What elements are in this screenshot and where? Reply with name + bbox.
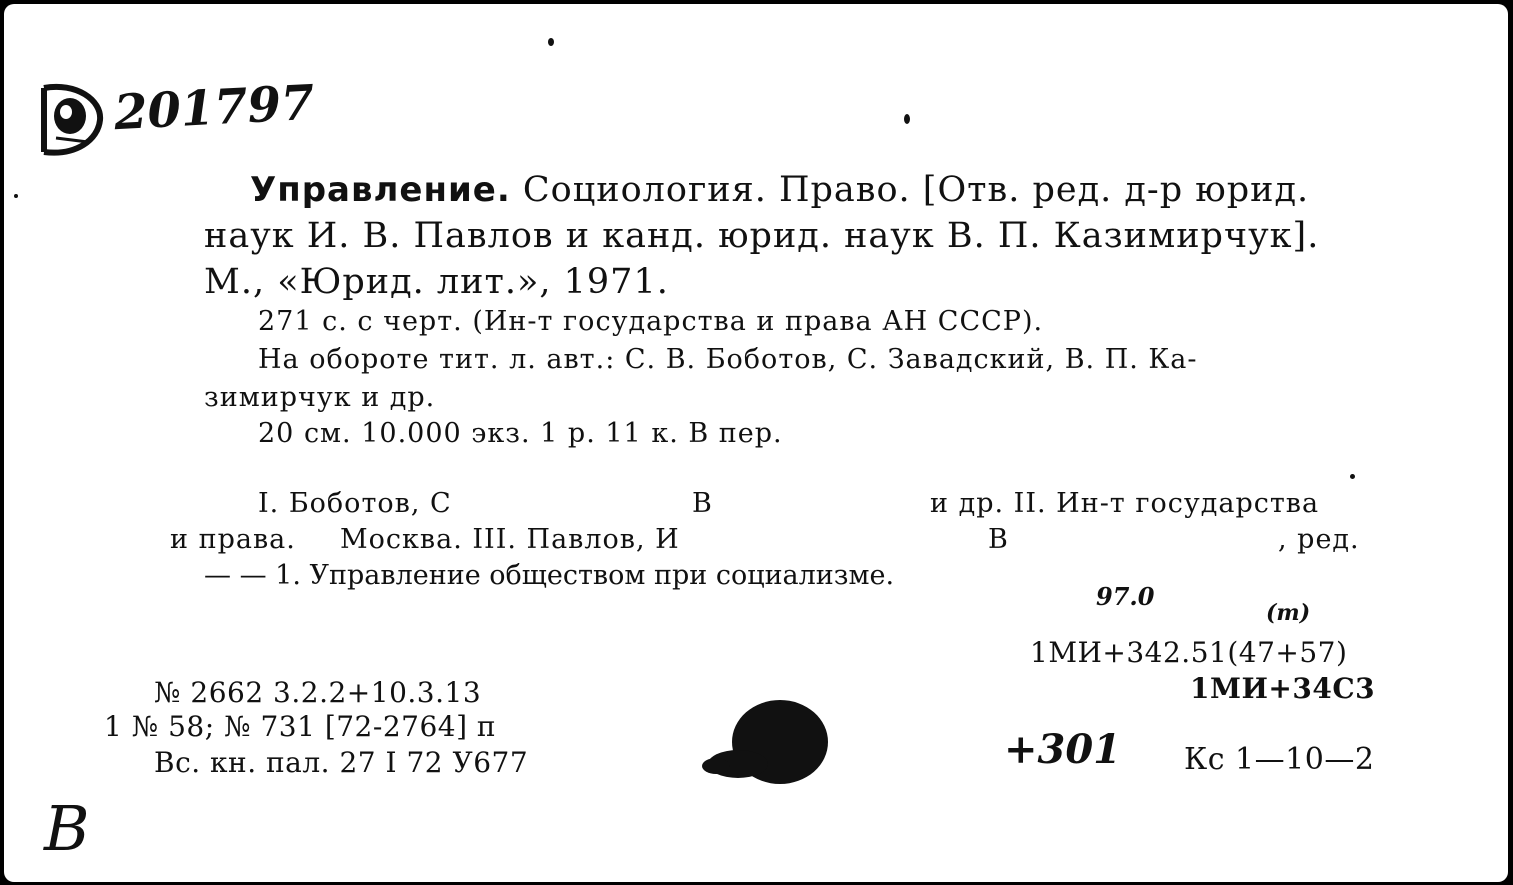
title-heading: Управление. bbox=[250, 170, 511, 210]
ink-speck bbox=[1350, 474, 1355, 479]
tracing-2c: В bbox=[988, 524, 1009, 555]
format-line: 20 см. 10.000 экз. 1 р. 11 к. В пер. bbox=[258, 418, 783, 449]
handwritten-t: (т) bbox=[1266, 600, 1311, 626]
tracing-2a: и права. bbox=[170, 524, 296, 555]
ink-speck bbox=[904, 114, 910, 124]
handwritten-b: В bbox=[44, 792, 90, 865]
authors-line-1: На обороте тит. л. авт.: С. В. Боботов, С. Завадский, В. П. Ка- bbox=[258, 344, 1198, 375]
authors-line-2: зимирчук и др. bbox=[204, 382, 436, 413]
tracing-1c: и др. II. Ин-т государства bbox=[930, 488, 1320, 519]
title-line-2: наук И. В. Павлов и канд. юрид. наук В. П. Казимирчук]. bbox=[204, 216, 1320, 256]
title-line-1 bbox=[250, 170, 1309, 210]
tracing-1b: В bbox=[692, 488, 713, 519]
tracing-2d: , ред. bbox=[1278, 524, 1360, 555]
ink-speck bbox=[548, 38, 554, 46]
record-line-1: № 2662 3.2.2+10.3.13 bbox=[154, 676, 482, 709]
classification-2: 1МИ+34С3 bbox=[1190, 672, 1376, 705]
record-line-3: Вс. кн. пал. 27 I 72 У677 bbox=[154, 746, 529, 779]
tracing-3: — — 1. Управление обществом при социализме. bbox=[204, 560, 895, 591]
library-stamp-icon bbox=[36, 82, 108, 158]
handwritten-301: +301 bbox=[1004, 726, 1122, 773]
pages-line: 271 с. с черт. (Ин-т государства и права АН СССР). bbox=[258, 306, 1044, 337]
ink-blot-icon bbox=[694, 696, 834, 786]
stamp-number: 201797 bbox=[112, 74, 316, 142]
tracing-2b: Москва. III. Павлов, И bbox=[340, 524, 680, 555]
catalog-card bbox=[4, 4, 1508, 882]
classification-1: 1МИ+342.51(47+57) bbox=[1030, 636, 1348, 669]
title-line-3: М., «Юрид. лит.», 1971. bbox=[204, 262, 669, 302]
tracing-1a: I. Боботов, С bbox=[258, 488, 452, 519]
kc-number: Кс 1—10—2 bbox=[1184, 742, 1375, 777]
ink-speck bbox=[14, 194, 18, 198]
handwritten-970: 97.0 bbox=[1096, 582, 1155, 611]
record-line-2: 1 № 58; № 731 [72-2764] п bbox=[104, 710, 497, 743]
title-line-1-rest: Социология. Право. [Отв. ред. д-р юрид. bbox=[522, 170, 1310, 210]
